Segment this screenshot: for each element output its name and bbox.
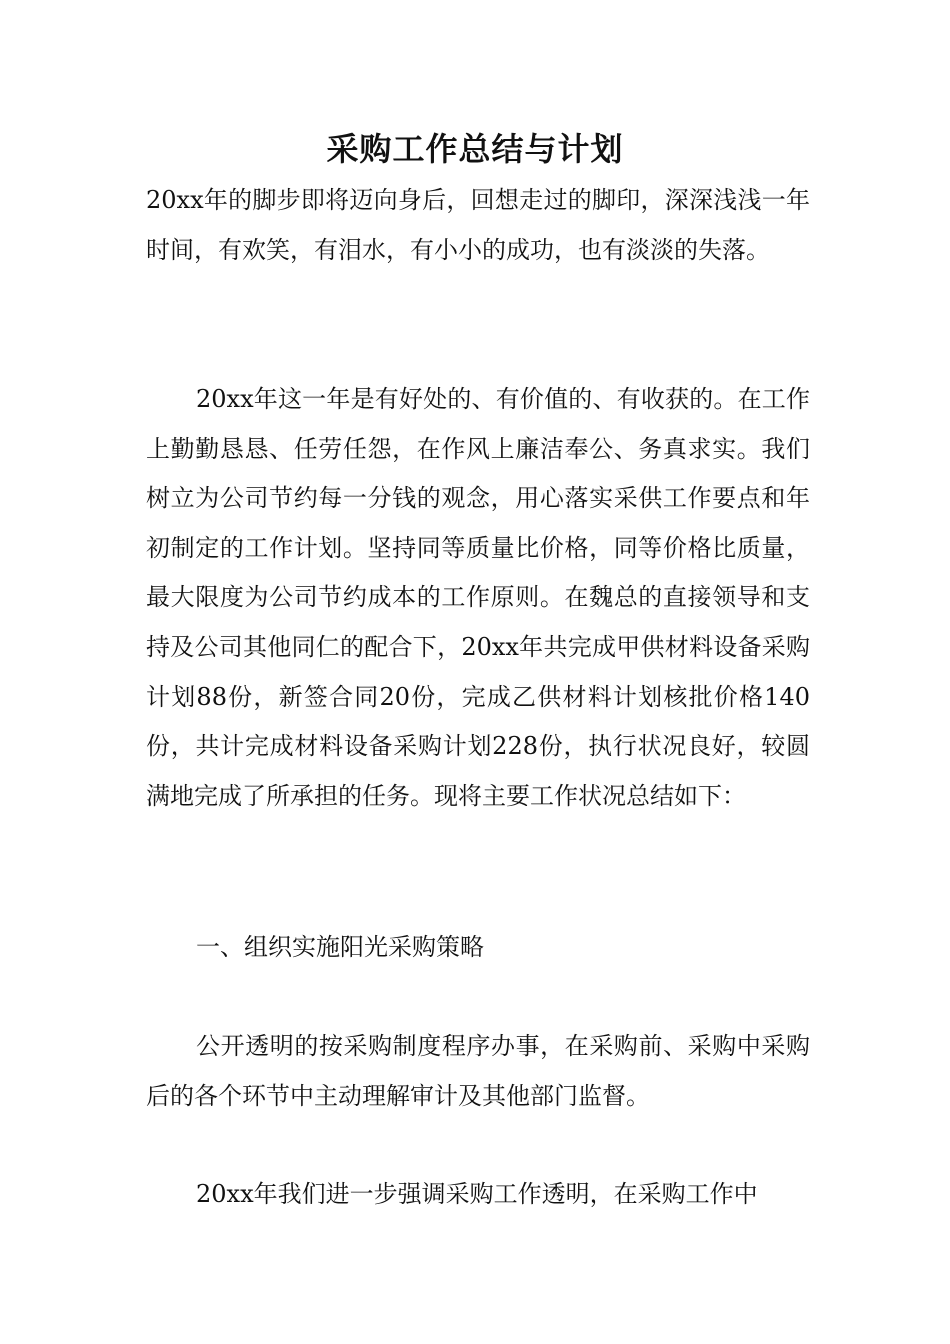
- section-heading: 一、组织实施阳光采购策略: [196, 933, 484, 961]
- paragraph-intro: 20xx年的脚步即将迈向身后，回想走过的脚印，深深浅浅一年时间，有欢笑，有泪水，有小小的成功，也有淡淡的失落。: [146, 186, 810, 264]
- paragraph-continued: 20xx年我们进一步强调采购工作透明，在采购工作中: [196, 1180, 758, 1208]
- document-title: 采购工作总结与计划: [326, 130, 624, 168]
- paragraph-transparency: 公开透明的按采购制度程序办事，在采购前、采购中采购后的各个环节中主动理解审计及其他部门监督。: [146, 1032, 810, 1110]
- paragraph-summary: 20xx年这一年是有好处的、有价值的、有收获的。在工作上勤勤恳恳、任劳任怨，在作风上廉洁奉公、务真求实。我们树立为公司节约每一分钱的观念，用心落实采供工作要点和年初制定的工作计划。坚持同等质量比价格，同等价格比质量，最大限度为公司节约成本的工作原则。在魏总的直接领导和支持及公司其他同仁的配合下，20xx年共完成甲供材料设备采购计划88份，新签合同20份，完成乙供材料计划核批价格140份，共计完成材料设备采购计划228份，执行状况良好，较圆满地完成了所承担的任务。现将主要工作状况总结如下：: [146, 385, 810, 810]
